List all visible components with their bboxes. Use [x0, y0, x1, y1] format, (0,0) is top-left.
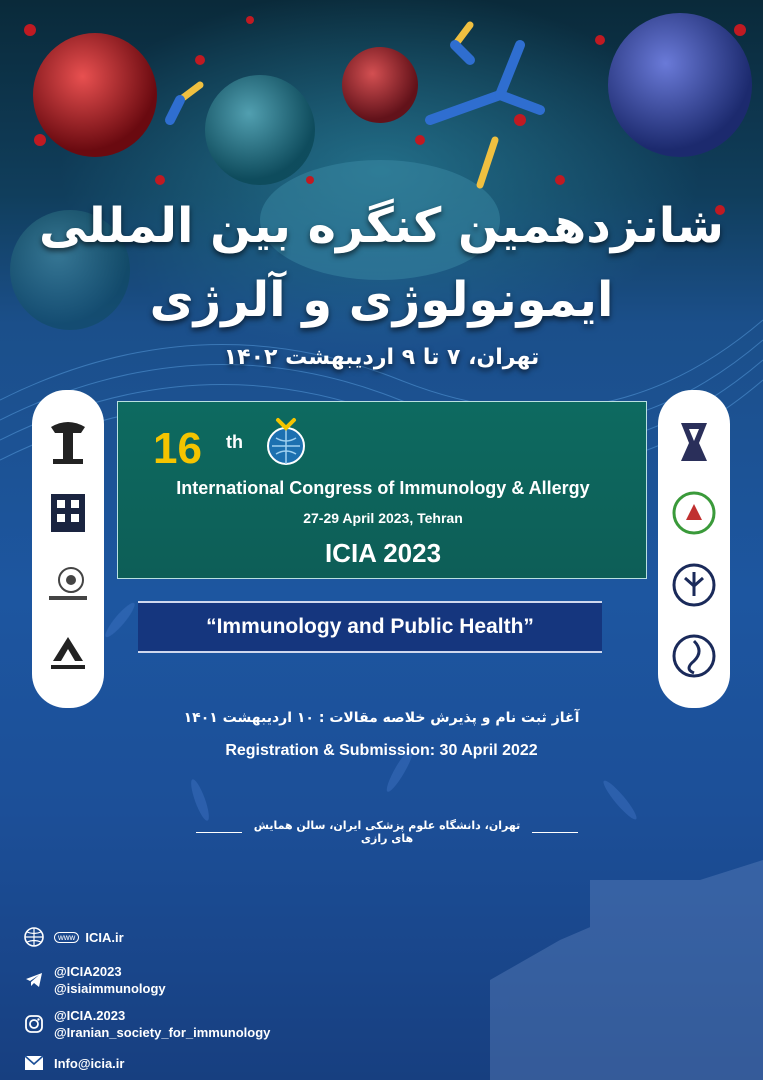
- venue-row: [196, 819, 578, 845]
- divider: [532, 832, 578, 833]
- registration-persian: آغاز ثبت نام و پذیرش خلاصه مقالات : ۱۰ اردیبهشت ۱۴۰۱: [183, 710, 580, 726]
- congress-name: International Congress of Immunology & Allergy: [176, 478, 590, 498]
- medical-university-logo: [43, 560, 93, 610]
- edition-number: 16: [153, 424, 202, 473]
- title-line-1: شانزدهمین کنگره بین المللی: [39, 198, 724, 254]
- theme-banner: [138, 601, 602, 653]
- right-logo-panel: [658, 390, 730, 708]
- blue-cell-shape: [608, 13, 752, 157]
- website-link[interactable]: ICIA.ir: [85, 929, 124, 945]
- email-link[interactable]: Info@icia.ir: [54, 1055, 125, 1071]
- isaci-society-logo: [669, 488, 719, 538]
- congress-abbreviation: ICIA 2023: [324, 538, 442, 568]
- red-cell-shape: [33, 33, 157, 157]
- instagram-handle-1[interactable]: @ICIA.2023: [54, 1008, 126, 1023]
- registration-english: Registration & Submission: 30 April 2022: [225, 742, 538, 759]
- health-ministry-logo: [669, 631, 719, 681]
- persepolis-column-logo: [43, 417, 93, 467]
- title-line-2: ایمونولوژی و آلرژی: [149, 272, 614, 328]
- contact-instagram[interactable]: [22, 1007, 342, 1041]
- left-logo-panel: [32, 390, 104, 708]
- contact-website[interactable]: [22, 925, 342, 949]
- www-badge: www: [54, 932, 79, 943]
- iran-university-logo: [669, 417, 719, 467]
- envelope-icon: [22, 1051, 46, 1075]
- instagram-handle-2[interactable]: @Iranian_society_for_immunology: [54, 1025, 271, 1040]
- divider: [196, 832, 242, 833]
- congress-globe-logo: [260, 416, 312, 468]
- instagram-icon: [22, 1012, 46, 1036]
- tarbiat-modares-logo: [43, 631, 93, 681]
- contacts-block: [22, 925, 342, 1080]
- venue-text: تهران، دانشگاه علوم پزشکی ایران، سالن همایش های رازی: [253, 819, 521, 845]
- persian-date: تهران، ۷ تا ۹ اردیبهشت ۱۴۰۲: [223, 345, 540, 370]
- congress-dates: 27-29 April 2023, Tehran: [303, 510, 463, 526]
- building-silhouette: [490, 860, 763, 1080]
- congress-info-box: [117, 401, 647, 579]
- contact-telegram[interactable]: [22, 963, 342, 997]
- contact-email[interactable]: [22, 1051, 342, 1075]
- university-logo-geometric: [43, 488, 93, 538]
- globe-icon: [22, 925, 46, 949]
- telegram-handle-2[interactable]: @isiaimmunology: [54, 981, 166, 996]
- telegram-icon: [22, 968, 46, 992]
- immunology-society-logo: [669, 560, 719, 610]
- edition-suffix: th: [226, 432, 243, 452]
- telegram-handle-1[interactable]: @ICIA2023: [54, 964, 122, 979]
- theme-text: “Immunology and Public Health”: [206, 615, 534, 638]
